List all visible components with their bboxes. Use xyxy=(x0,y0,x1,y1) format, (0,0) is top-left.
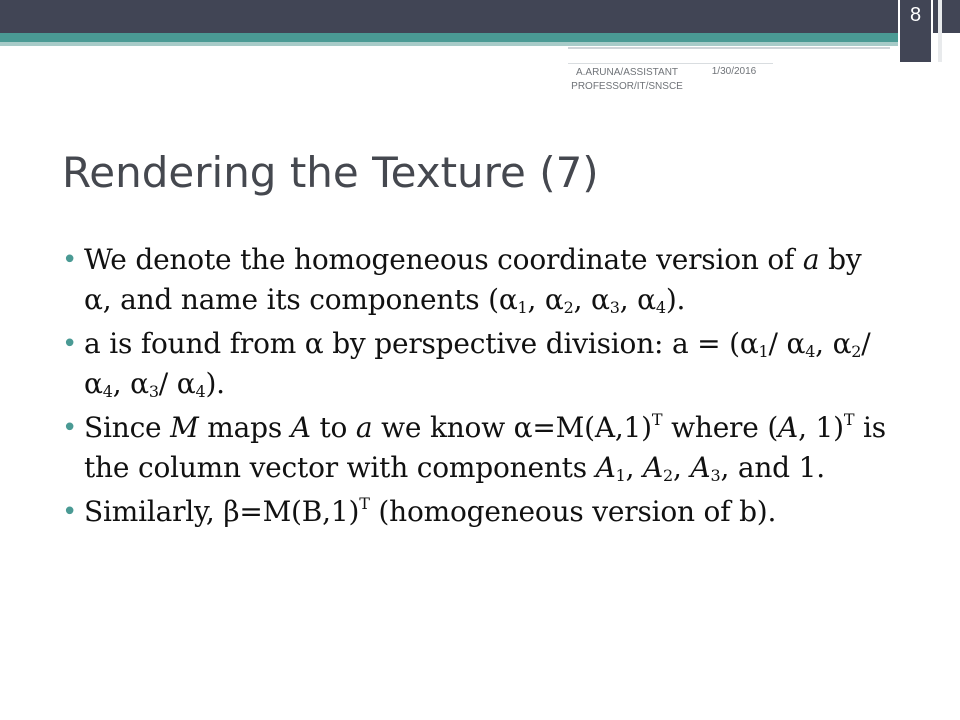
bullet-item: • Since M maps A to a we know $\alpha=M(A,1)^T$ where (A, 1)$^T$ is the column vector with components $A_1$, $A_2$, $A_3$, and 1. xyxy=(62,410,886,485)
header-rule xyxy=(568,47,890,49)
bullet-item: • Similarly, $\beta=M(B,1)^T$ (homogeneous version of b). xyxy=(62,492,892,532)
bullet-item: • a is found from α by perspective division: $a = (\alpha_1/$ $\alpha_4$, $\alpha_2/$ $\alpha_4$, $\alpha_3/$ $\alpha_4$). xyxy=(62,324,892,404)
bullet-dot-icon: • xyxy=(62,413,78,443)
footer-author-line1: A.ARUNA/ASSISTANT xyxy=(575,67,679,78)
slide-number: 8 xyxy=(909,4,922,26)
bullet-dot-icon: • xyxy=(62,329,78,359)
bullet-list xyxy=(62,240,892,536)
header-accent-band-light xyxy=(0,42,930,46)
footer-rule xyxy=(568,63,773,64)
footer-author xyxy=(562,66,692,94)
header-dark-bar xyxy=(0,0,960,33)
slide-number-tab-edge xyxy=(938,0,942,62)
bullet-dot-icon: • xyxy=(62,245,78,275)
header-accent-band xyxy=(0,33,930,42)
footer-author-line2: PROFESSOR/IT/SNSCE xyxy=(571,81,683,92)
bullet-item: • We denote the homogeneous coordinate version of a by α, and name its components ($\alpha_1$, $\alpha_2$, $\alpha_3$, $\alpha_4$). xyxy=(62,240,892,320)
bullet-dot-icon: • xyxy=(62,497,78,527)
footer-date: 1/30/2016 xyxy=(711,66,757,77)
slide-title: Rendering the Texture (7) xyxy=(62,148,599,197)
